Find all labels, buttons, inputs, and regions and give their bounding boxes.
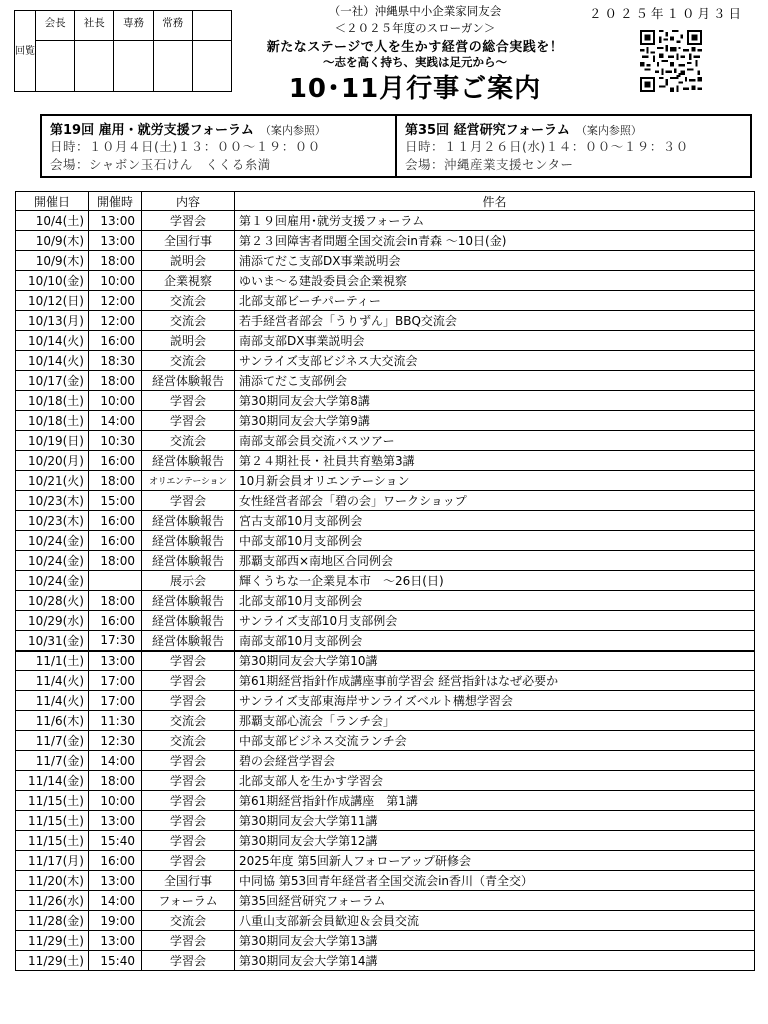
event-time: 15:00 [89,491,142,511]
event-title: 第１９回雇用･就労支援フォーラム [235,211,755,231]
event-date: 10/13(月) [16,311,89,331]
event-time: 18:30 [89,351,142,371]
event-date: 10/12(日) [16,291,89,311]
event-title: 輝くうちな一企業見本市 ～26日(日) [235,571,755,591]
event-date: 11/15(土) [16,791,89,811]
event-time: 10:00 [89,271,142,291]
table-row [16,371,755,391]
table-row [16,331,755,351]
stamp-cell [114,41,152,91]
event-date: 10/14(火) [16,351,89,371]
circulation-columns [36,11,231,91]
event-date: 11/1(土) [16,651,89,671]
event-time: 17:00 [89,691,142,711]
event-date: 10/21(火) [16,471,89,491]
event-type: 学習会 [142,771,235,791]
organization-name: （一社）沖縄県中小企業家同友会 [328,4,502,18]
event-type: 経営体験報告 [142,551,235,571]
event-type: 交流会 [142,711,235,731]
circulation-head-president: 社長 [75,11,113,41]
event-date: 10/4(土) [16,211,89,231]
qr-code-icon[interactable] [640,30,702,92]
issue-date: ２０２５年１０月３日 [588,6,744,21]
event-date: 10/24(金) [16,551,89,571]
event-date: 11/20(木) [16,871,89,891]
event-type: フォーラム [142,891,235,911]
forum-employment-support [42,116,395,176]
event-type: 学習会 [142,391,235,411]
event-date: 10/28(火) [16,591,89,611]
event-time: 16:00 [89,511,142,531]
schedule-table [15,191,755,971]
event-date: 10/14(火) [16,331,89,351]
event-time: 16:00 [89,531,142,551]
slogan-label: ＜２０２５年度のスローガン＞ [334,21,496,35]
table-row [16,251,755,271]
event-time: 13:00 [89,931,142,951]
stamp-cell [36,41,74,91]
event-title: 碧の会経営学習会 [235,751,755,771]
event-time: 16:00 [89,851,142,871]
event-title: 宮古支部10月支部例会 [235,511,755,531]
table-row [16,911,755,931]
event-time: 18:00 [89,471,142,491]
table-row [16,571,755,591]
event-time [89,571,142,591]
table-row [16,491,755,511]
event-date: 10/23(木) [16,511,89,531]
forum-datetime: 日時：１１月２６日(水)１４：００～１９：３０ [405,139,689,154]
forum-announcements [40,114,752,178]
table-row [16,471,755,491]
event-type: 学習会 [142,691,235,711]
event-time: 18:00 [89,251,142,271]
event-type: オリエンテーション [142,471,235,491]
sub-slogan: ～志を高く持ち、実践は足元から～ [323,55,507,69]
forum-management-research [395,116,750,176]
event-type: 学習会 [142,791,235,811]
event-type: 経営体験報告 [142,531,235,551]
forum-reference-note: （案内参照） [259,124,326,137]
table-row [16,651,755,671]
event-type: 企業視察 [142,271,235,291]
event-time: 18:00 [89,591,142,611]
slogan: 新たなステージで人を生かす経営の総合実践を！ [266,40,564,55]
table-row [16,231,755,251]
forum-title: 第19回 雇用・就労支援フォーラム [50,123,254,138]
event-time: 16:00 [89,611,142,631]
table-row [16,591,755,611]
event-title: 第61期経営指針作成講座事前学習会 経営指針はなぜ必要か [235,671,755,691]
table-row [16,211,755,231]
stamp-cell [75,41,113,91]
table-header-row [16,192,755,211]
event-type: 学習会 [142,931,235,951]
event-title: 第30期同友会大学第12講 [235,831,755,851]
event-title: 中同協 第53回青年経営者全国交流会in香川（青全交） [235,871,755,891]
event-time: 16:00 [89,451,142,471]
event-time: 17:30 [89,631,142,651]
event-date: 10/20(月) [16,451,89,471]
event-date: 10/10(金) [16,271,89,291]
event-type: 経営体験報告 [142,511,235,531]
event-date: 10/23(木) [16,491,89,511]
event-type: 学習会 [142,651,235,671]
event-time: 11:30 [89,711,142,731]
table-row [16,411,755,431]
event-date: 10/29(水) [16,611,89,631]
table-row [16,351,755,371]
table-row [16,731,755,751]
circulation-label: 回覧 [15,11,36,91]
event-time: 10:00 [89,791,142,811]
event-title: 第30期同友会大学第9講 [235,411,755,431]
event-type: 全国行事 [142,231,235,251]
table-row [16,951,755,971]
event-title: ゆいま～る建設委員会企業視察 [235,271,755,291]
event-time: 13:00 [89,871,142,891]
event-date: 11/15(土) [16,811,89,831]
table-row [16,311,755,331]
event-title: 北部支部人を生かす学習会 [235,771,755,791]
event-date: 10/17(金) [16,371,89,391]
event-type: 学習会 [142,411,235,431]
table-row [16,751,755,771]
event-type: 展示会 [142,571,235,591]
schedule-rows [16,211,755,971]
event-type: 学習会 [142,851,235,871]
event-title: 浦添てだこ支部例会 [235,371,755,391]
event-title: 南部支部10月支部例会 [235,631,755,651]
event-title: サンライズ支部ビジネス大交流会 [235,351,755,371]
column-header-time: 開催時 [89,192,142,211]
event-date: 10/24(金) [16,531,89,551]
forum-venue: 会場：シャボン玉石けん くくる糸満 [50,157,271,172]
event-date: 11/29(土) [16,951,89,971]
event-title: 中部支部ビジネス交流ランチ会 [235,731,755,751]
event-date: 11/14(金) [16,771,89,791]
event-date: 11/4(火) [16,671,89,691]
circulation-box [14,10,232,92]
stamp-cell [193,41,231,91]
event-type: 全国行事 [142,871,235,891]
event-title: 2025年度 第5回新人フォローアップ研修会 [235,851,755,871]
event-type: 交流会 [142,431,235,451]
event-time: 13:00 [89,651,142,671]
event-title: 第30期同友会大学第10講 [235,651,755,671]
event-type: 経営体験報告 [142,591,235,611]
event-time: 18:00 [89,371,142,391]
event-date: 11/26(水) [16,891,89,911]
table-row [16,931,755,951]
event-time: 12:00 [89,291,142,311]
event-type: 経営体験報告 [142,631,235,651]
event-date: 10/9(木) [16,231,89,251]
event-title: 第30期同友会大学第8講 [235,391,755,411]
event-date: 11/4(火) [16,691,89,711]
event-type: 交流会 [142,911,235,931]
forum-title: 第35回 経営研究フォーラム [405,123,570,138]
event-date: 10/18(土) [16,391,89,411]
table-row [16,871,755,891]
event-title: 第30期同友会大学第11講 [235,811,755,831]
event-time: 14:00 [89,891,142,911]
table-row [16,431,755,451]
stamp-cell [154,41,192,91]
table-row [16,891,755,911]
event-title: 若手経営者部会「うりずん」BBQ交流会 [235,311,755,331]
event-type: 交流会 [142,351,235,371]
table-row [16,811,755,831]
event-type: 説明会 [142,331,235,351]
table-row [16,451,755,471]
event-time: 12:00 [89,311,142,331]
table-row [16,391,755,411]
event-date: 11/6(木) [16,711,89,731]
event-type: 学習会 [142,811,235,831]
forum-reference-note: （案内参照） [575,124,642,137]
event-time: 13:00 [89,211,142,231]
forum-datetime: 日時：１０月４日(土)１３：００～１９：００ [50,139,321,154]
event-date: 11/7(金) [16,751,89,771]
event-title: 第35回経営研究フォーラム [235,891,755,911]
event-type: 学習会 [142,751,235,771]
event-title: 第２３回障害者問題全国交流会in青森 ～10日(金) [235,231,755,251]
event-type: 学習会 [142,831,235,851]
event-date: 11/7(金) [16,731,89,751]
event-type: 経営体験報告 [142,371,235,391]
column-header-date: 開催日 [16,192,89,211]
event-time: 10:30 [89,431,142,451]
event-time: 13:00 [89,231,142,251]
event-title: 八重山支部新会員歓迎＆会員交流 [235,911,755,931]
event-type: 交流会 [142,291,235,311]
event-type: 学習会 [142,951,235,971]
event-date: 11/29(土) [16,931,89,951]
event-date: 11/28(金) [16,911,89,931]
event-title: 中部支部10月支部例会 [235,531,755,551]
event-title: 10月新会員オリエンテーション [235,471,755,491]
column-header-content: 内容 [142,192,235,211]
table-row [16,791,755,811]
event-date: 11/15(土) [16,831,89,851]
event-time: 14:00 [89,751,142,771]
event-title: 女性経営者部会「碧の会」ワークショップ [235,491,755,511]
event-type: 経営体験報告 [142,611,235,631]
event-date: 10/9(木) [16,251,89,271]
event-time: 14:00 [89,411,142,431]
circulation-head-chairman: 会長 [36,11,74,41]
event-title: 那覇支部心流会「ランチ会」 [235,711,755,731]
event-title: 那覇支部西×南地区合同例会 [235,551,755,571]
column-header-title: 件名 [235,192,755,211]
event-title: 第30期同友会大学第13講 [235,931,755,951]
forum-venue: 会場：沖縄産業支援センター [405,157,574,172]
event-title: 北部支部ビーチパーティー [235,291,755,311]
event-date: 11/17(月) [16,851,89,871]
event-time: 19:00 [89,911,142,931]
table-row [16,831,755,851]
event-type: 経営体験報告 [142,451,235,471]
circulation-head-senior-director: 専務 [114,11,152,41]
circulation-head-director: 常務 [154,11,192,41]
event-title: 浦添てだこ支部DX事業説明会 [235,251,755,271]
event-time: 13:00 [89,811,142,831]
event-title: 南部支部DX事業説明会 [235,331,755,351]
event-time: 12:30 [89,731,142,751]
table-row [16,531,755,551]
event-date: 10/24(金) [16,571,89,591]
table-row [16,771,755,791]
table-row [16,711,755,731]
event-title: サンライズ支部10月支部例会 [235,611,755,631]
event-title: 北部支部10月支部例会 [235,591,755,611]
table-row [16,511,755,531]
event-time: 15:40 [89,831,142,851]
event-time: 16:00 [89,331,142,351]
event-date: 10/19(日) [16,431,89,451]
event-time: 10:00 [89,391,142,411]
event-time: 17:00 [89,671,142,691]
table-row [16,291,755,311]
table-row [16,691,755,711]
table-row [16,551,755,571]
event-type: 交流会 [142,731,235,751]
event-title: 第２４期社長・社員共育塾第3講 [235,451,755,471]
event-time: 18:00 [89,551,142,571]
table-row [16,851,755,871]
event-title: 第61期経営指針作成講座 第1講 [235,791,755,811]
page-title: 10･11月行事ご案内 [288,74,542,104]
event-date: 10/18(土) [16,411,89,431]
event-type: 学習会 [142,491,235,511]
event-title: 南部支部会員交流バスツアー [235,431,755,451]
table-row [16,271,755,291]
event-title: サンライズ支部東海岸サンライズベルト構想学習会 [235,691,755,711]
table-row [16,671,755,691]
event-time: 18:00 [89,771,142,791]
table-row [16,611,755,631]
event-type: 交流会 [142,311,235,331]
event-type: 学習会 [142,671,235,691]
table-row [16,631,755,651]
event-type: 説明会 [142,251,235,271]
event-time: 15:40 [89,951,142,971]
event-type: 学習会 [142,211,235,231]
circulation-head-blank [193,11,231,41]
event-title: 第30期同友会大学第14講 [235,951,755,971]
event-date: 10/31(金) [16,631,89,651]
